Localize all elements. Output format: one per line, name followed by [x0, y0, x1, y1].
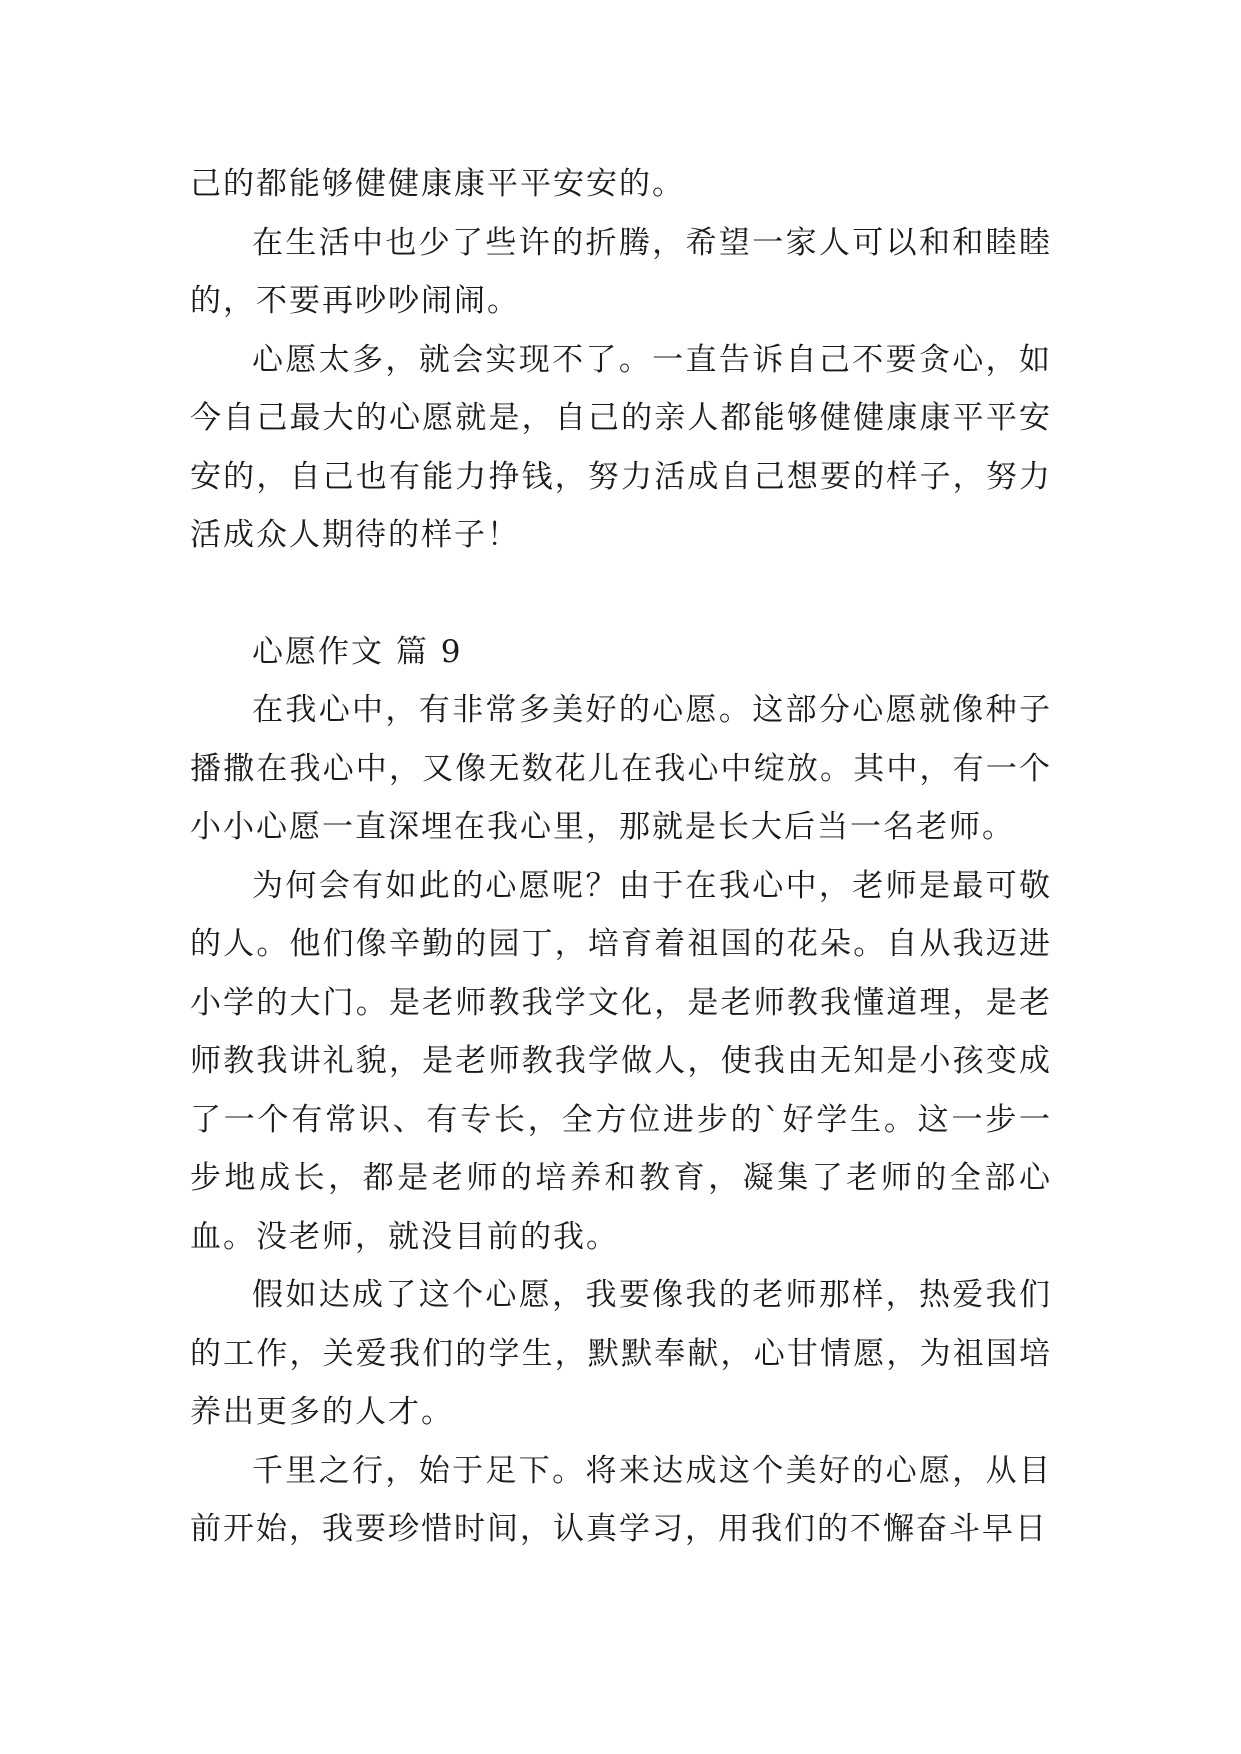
- document-body: [190, 155, 1052, 1559]
- paragraph: 假如达成了这个心愿，我要像我的老师那样，热爱我们的工作，关爱我们的学生，默默奉献，心甘情愿，为祖国培养出更多的人才。: [190, 1277, 1052, 1430]
- paragraph: 在生活中也少了些许的折腾，希望一家人可以和和睦睦的，不要再吵吵闹闹。: [190, 224, 1052, 319]
- paragraph: 在我心中，有非常多美好的心愿。这部分心愿就像种子播撒在我心中，又像无数花儿在我心中绽放。其中，有一个小小心愿一直深埋在我心里，那就是长大后当一名老师。: [190, 692, 1052, 845]
- paragraph: 心愿太多，就会实现不了。一直告诉自己不要贪心，如今自己最大的心愿就是，自己的亲人都能够健健康康平平安安的，自己也有能力挣钱，努力活成自己想要的样子，努力活成众人期待的样子！: [190, 341, 1052, 553]
- paragraph: 千里之行，始于足下。将来达成这个美好的心愿，从目前开始，我要珍惜时间，认真学习，用我们的不懈奋斗早日: [190, 1452, 1052, 1547]
- paragraph: 为何会有如此的心愿呢？由于在我心中，老师是最可敬的人。他们像辛勤的园丁，培育着祖国的花朵。自从我迈进小学的大门。是老师教我学文化，是老师教我懂道理，是老师教我讲礼貌，是老师教我学做人，使我由无知是小孩变成了一个有常识、有专长，全方位进步的`好学生。这一步一步地成长，都是老师的培养和教育，凝集了老师的全部心血。没老师，就没目前的我。: [190, 867, 1052, 1255]
- section-title: 心愿作文 篇 9: [252, 633, 463, 670]
- paragraph-continuation: 己的都能够健健康康平平安安的。: [190, 166, 685, 202]
